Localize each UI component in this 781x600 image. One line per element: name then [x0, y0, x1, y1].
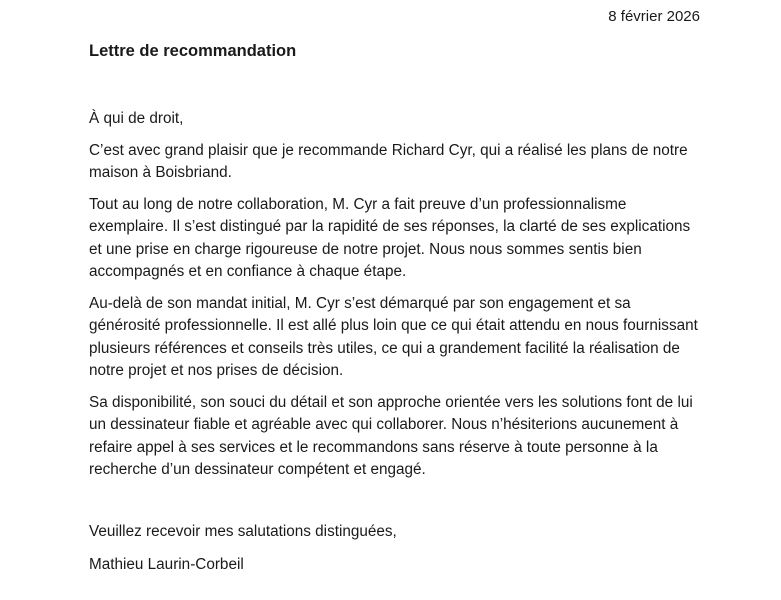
letter-paragraph-recommendation: Sa disponibilité, son souci du détail et son approche orientée vers les solutions font de lui un dessinateur fiable et agréable avec qui collaborer. Nous n’hésiterions aucunement à refaire appel à ses services et le recommandons sans réserve à toute personne à la recherche d’un dessinateur compétent et engagé. — [89, 393, 693, 478]
letter-paragraph-engagement: Au-delà de son mandat initial, M. Cyr s’est démarqué par son engagement et sa générosité professionnelle. Il est allé plus loin que ce qui était attendu en nous fournissant plusieurs références et conseils très utiles, ce qui a grandement facilité la réalisation de notre projet et nos prises de décision. — [89, 294, 698, 379]
letter-date: 8 février 2026 — [608, 8, 700, 25]
letter-greeting: À qui de droit, — [89, 110, 184, 127]
letter-body — [89, 108, 704, 491]
letter-title: Lettre de recommandation — [89, 42, 297, 60]
letter-signature: Mathieu Laurin-Corbeil — [89, 555, 244, 573]
letter-closing: Veuillez recevoir mes salutations distinguées, — [89, 523, 397, 540]
letter-closing-block — [89, 521, 704, 586]
letter-paragraph-intro: C’est avec grand plaisir que je recommande Richard Cyr, qui a réalisé les plans de notre maison à Boisbriand. — [89, 141, 688, 181]
letter-paragraph-collaboration: Tout au long de notre collaboration, M. Cyr a fait preuve d’un professionnalisme exemplaire. Il s’est distingué par la rapidité de ses réponses, la clarté de ses explications et une prise en charge rigoureuse de notre projet. Nous nous sommes sentis bien accompagnés et en confiance à chaque étape. — [89, 195, 691, 280]
